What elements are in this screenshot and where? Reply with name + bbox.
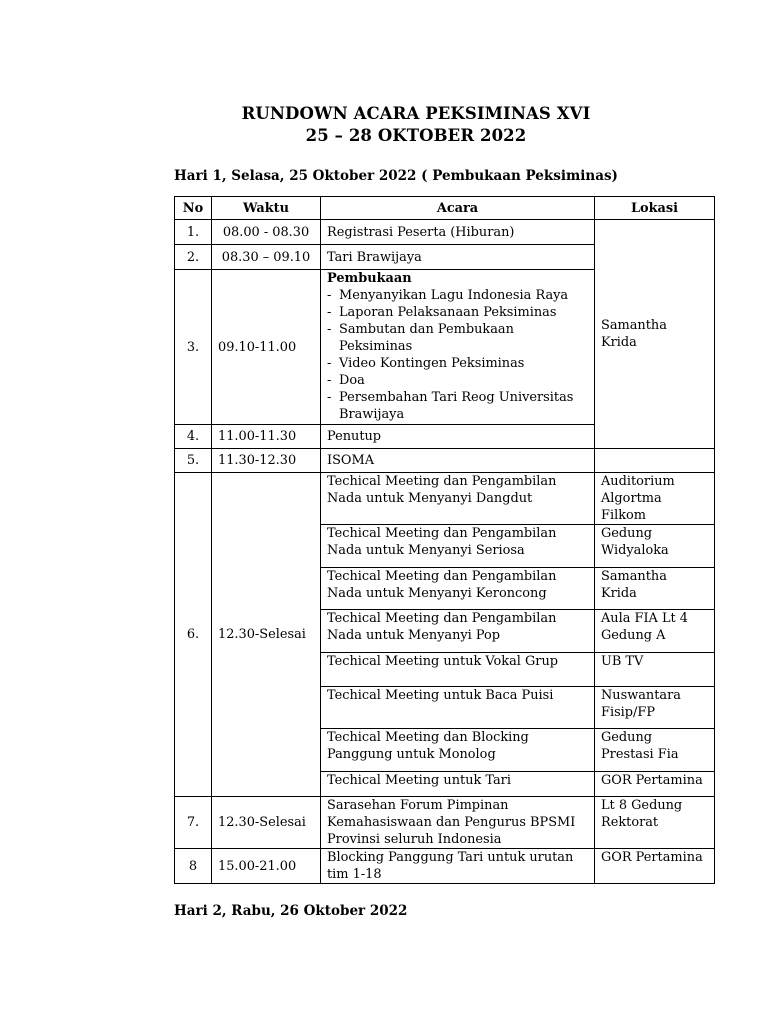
row-location: Samantha Krida: [595, 568, 715, 610]
list-item: - Doa: [327, 372, 588, 389]
list-item: - Menyanyikan Lagu Indonesia Raya: [327, 287, 588, 304]
list-item: - Sambutan dan Pembukaan Peksiminas: [327, 321, 588, 355]
header-no: No: [175, 197, 212, 220]
row-number: 6.: [175, 473, 212, 797]
table-row: [175, 849, 715, 884]
row-location: Lt 8 Gedung Rektorat: [595, 797, 715, 849]
row-location: UB TV: [595, 653, 715, 687]
row-time: 09.10-11.00: [212, 270, 321, 425]
document-title: RUNDOWN ACARA PEKSIMINAS XVI: [241, 104, 591, 123]
row-location-merged: Samantha Krida: [595, 220, 715, 449]
event-items-list: [327, 287, 588, 423]
row-event: Registrasi Peserta (Hiburan): [321, 220, 595, 245]
header-acara: Acara: [321, 197, 595, 220]
document-date-range: 25 – 28 OKTOBER 2022: [305, 126, 527, 145]
row-event: Techical Meeting dan Blocking Panggung untuk Monolog: [321, 729, 595, 772]
row-location: Auditorium Algortma Filkom: [595, 473, 715, 525]
row-event: Techical Meeting dan Pengambilan Nada untuk Menyanyi Keroncong: [321, 568, 595, 610]
row-number: 1.: [175, 220, 212, 245]
row-location: GOR Pertamina: [595, 772, 715, 797]
row-event: Techical Meeting dan Pengambilan Nada untuk Menyanyi Pop: [321, 610, 595, 653]
row-number: 4.: [175, 425, 212, 449]
row-event: Sarasehan Forum Pimpinan Kemahasiswaan dan Pengurus BPSMI Provinsi seluruh Indonesia: [321, 797, 595, 849]
row-event: [321, 270, 595, 425]
row-event: Techical Meeting dan Pengambilan Nada untuk Menyanyi Dangdut: [321, 473, 595, 525]
row-location: [595, 449, 715, 473]
header-lokasi: Lokasi: [595, 197, 715, 220]
row-location: Nuswantara Fisip/FP: [595, 687, 715, 729]
row-number: 3.: [175, 270, 212, 425]
table-header-row: [175, 197, 715, 220]
list-item: - Persembahan Tari Reog Universitas Brawijaya: [327, 389, 588, 423]
row-location: Gedung Widyaloka: [595, 525, 715, 568]
table-row: [175, 473, 715, 525]
rundown-table: [174, 196, 715, 884]
header-waktu: Waktu: [212, 197, 321, 220]
row-time: 15.00-21.00: [212, 849, 321, 884]
row-event: ISOMA: [321, 449, 595, 473]
row-number: 8: [175, 849, 212, 884]
row-event: Techical Meeting dan Pengambilan Nada untuk Menyanyi Seriosa: [321, 525, 595, 568]
table-row: [175, 449, 715, 473]
day2-heading: Hari 2, Rabu, 26 Oktober 2022: [174, 903, 408, 919]
day1-heading: Hari 1, Selasa, 25 Oktober 2022 ( Pembukaan Peksiminas): [174, 168, 618, 184]
row-event: Techical Meeting untuk Tari: [321, 772, 595, 797]
row-number: 7.: [175, 797, 212, 849]
row-number: 5.: [175, 449, 212, 473]
row-location: Aula FIA Lt 4 Gedung A: [595, 610, 715, 653]
list-item: - Laporan Pelaksanaan Peksiminas: [327, 304, 588, 321]
row-event: Penutup: [321, 425, 595, 449]
row-time: 12.30-Selesai: [212, 473, 321, 797]
row-location: GOR Pertamina: [595, 849, 715, 884]
table-row: [175, 797, 715, 849]
row-time: 11.00-11.30: [212, 425, 321, 449]
row-event: Techical Meeting untuk Baca Puisi: [321, 687, 595, 729]
event-title: Pembukaan: [327, 271, 412, 286]
row-time: 11.30-12.30: [212, 449, 321, 473]
table-row: [175, 220, 715, 245]
row-event: Blocking Panggung Tari untuk urutan tim 1-18: [321, 849, 595, 884]
row-event: Tari Brawijaya: [321, 245, 595, 270]
row-time: 08.00 - 08.30: [212, 220, 321, 245]
row-event: Techical Meeting untuk Vokal Grup: [321, 653, 595, 687]
row-time: 08.30 – 09.10: [212, 245, 321, 270]
row-number: 2.: [175, 245, 212, 270]
row-time: 12.30-Selesai: [212, 797, 321, 849]
list-item: - Video Kontingen Peksiminas: [327, 355, 588, 372]
row-location: Gedung Prestasi Fia: [595, 729, 715, 772]
